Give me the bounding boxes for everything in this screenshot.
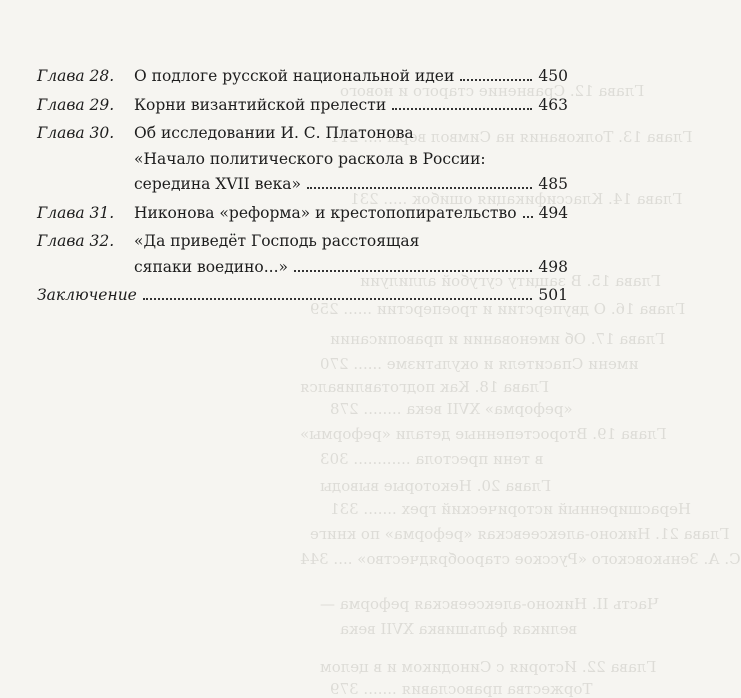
page-number: 450: [538, 67, 568, 85]
toc-entry-chapter-30: [37, 121, 568, 198]
chapter-title-continued: середина XVII века»: [134, 175, 302, 193]
chapter-title: Об исследовании И. С. Платонова: [134, 124, 414, 142]
dot-leader: [143, 298, 533, 300]
toc-entry-chapter-29: [37, 93, 568, 119]
toc-entry-conclusion: [37, 283, 568, 309]
dot-leader: [307, 187, 532, 189]
page-number: 501: [538, 286, 568, 304]
dot-leader: [392, 108, 532, 110]
chapter-title-continued: сяпаки воедино...»: [134, 257, 289, 276]
show-through-text: Глава 12. Сравнение старого и нового Глава 13. Толкования на Символ веры .... 211 Глава 14. Классификация ошибок ..... 231 Глава 15. В защиту сугубой аллилуии Глава 16. О двуперстии и троеперстии ...... 259 Глава 17. Об именовании и правописании имени Спасителя и окультизме ...... 270 Глава 18. Как подготавливался «реформа» XVII века ........ 278 Глава 19. Второстепенные детали «реформы» в тени престола ............ 303 Глава 20. Некоторые выводы Нерасширенный исторический грех ....... 331 Глава 21. Никоно-алексеевская «реформа» по книге С. А. Зеньковского «Русское старообрядчество» .... 344 Часть II. Никоно-алексеевская реформа — великая фальшивка XVII века Глава 22. История с Синодиком и в целом Торжества православия ....... 379: [300, 82, 741, 698]
page-number: 494: [538, 203, 569, 222]
toc-entry-chapter-32: [37, 229, 568, 280]
chapter-number: Глава 30.: [37, 124, 115, 142]
dot-leader: [460, 79, 532, 81]
table-of-contents: [37, 64, 568, 312]
conclusion-label: Заключение: [37, 286, 137, 304]
chapter-title-continued: «Начало политического раскола в России:: [134, 149, 486, 168]
chapter-title: Корни византийской прелести: [134, 95, 387, 114]
page-number: 498: [538, 257, 568, 276]
chapter-title: О подлоге русской национальной идеи: [134, 67, 455, 85]
page-number: 463: [538, 95, 568, 114]
toc-entry-chapter-31: [37, 201, 568, 227]
chapter-title: «Да приведёт Господь расстоящая: [134, 232, 420, 250]
chapter-number: Глава 28.: [37, 67, 115, 85]
chapter-number: Глава 29.: [37, 95, 115, 114]
chapter-number: Глава 31.: [37, 203, 115, 222]
chapter-number: Глава 32.: [37, 232, 115, 250]
dot-leader: [523, 216, 533, 218]
dot-leader: [294, 270, 532, 272]
toc-entry-chapter-28: [37, 64, 568, 90]
page-number: 485: [538, 175, 568, 193]
chapter-title: Никонова «реформа» и крестопопирательство: [134, 203, 517, 222]
